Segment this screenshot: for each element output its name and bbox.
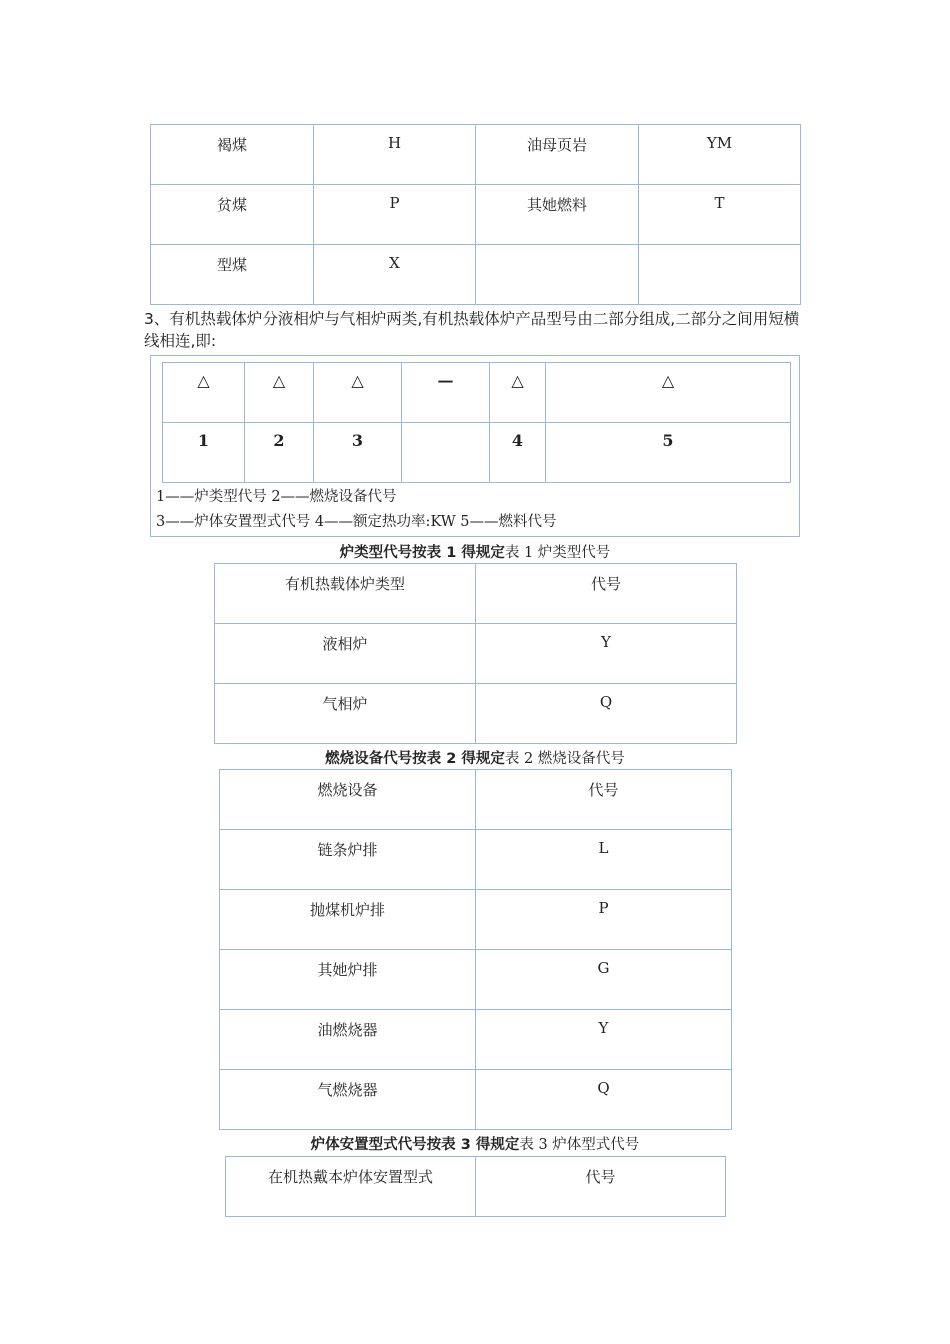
table-cell: 气相炉 bbox=[215, 684, 476, 744]
position-number: 5 bbox=[546, 423, 791, 483]
table-cell: YM bbox=[639, 125, 801, 185]
table-cell bbox=[639, 245, 801, 305]
caption-normal: 表 3 炉体型式代号 bbox=[519, 1137, 640, 1153]
placeholder-symbol: △ bbox=[490, 363, 546, 423]
table-row bbox=[215, 684, 737, 744]
legend-line: 3——炉体安置型式代号 4——额定热功率:KW 5——燃料代号 bbox=[156, 514, 557, 530]
table-row bbox=[215, 624, 737, 684]
legend-line: 1——炉类型代号 2——燃烧设备代号 bbox=[156, 489, 397, 505]
column-header: 代号 bbox=[476, 770, 732, 830]
table-cell: Y bbox=[476, 1010, 732, 1070]
caption-normal: 表 2 燃烧设备代号 bbox=[504, 751, 625, 767]
table-row bbox=[163, 363, 791, 423]
placeholder-symbol: △ bbox=[314, 363, 402, 423]
position-number: 1 bbox=[163, 423, 245, 483]
table-cell: L bbox=[476, 830, 732, 890]
dash-symbol: — bbox=[402, 363, 490, 423]
table-cell: 褐煤 bbox=[151, 125, 314, 185]
table-cell: 链条炉排 bbox=[220, 830, 476, 890]
table3-caption bbox=[0, 1133, 950, 1154]
table-row bbox=[220, 1070, 732, 1130]
table-cell: 其她炉排 bbox=[220, 950, 476, 1010]
table-cell: 油燃烧器 bbox=[220, 1010, 476, 1070]
caption-normal: 表 1 炉类型代号 bbox=[504, 545, 611, 561]
table-cell: Q bbox=[476, 684, 737, 744]
table-header-row bbox=[220, 770, 732, 830]
table1-caption bbox=[0, 541, 950, 562]
table-row bbox=[163, 423, 791, 483]
table-row bbox=[220, 890, 732, 950]
model-code-table bbox=[162, 362, 791, 483]
position-number: 3 bbox=[314, 423, 402, 483]
position-number: 4 bbox=[490, 423, 546, 483]
table-header-row bbox=[215, 564, 737, 624]
table-header-row bbox=[226, 1157, 726, 1217]
position-number bbox=[402, 423, 490, 483]
placeholder-symbol: △ bbox=[163, 363, 245, 423]
column-header: 有机热载体炉类型 bbox=[215, 564, 476, 624]
table-row bbox=[220, 950, 732, 1010]
table-cell: X bbox=[314, 245, 476, 305]
column-header: 燃烧设备 bbox=[220, 770, 476, 830]
model-description-paragraph: 3、有机热载体炉分液相炉与气相炉两类,有机热载体炉产品型号由二部分组成,二部分之间用短横线相连,即: bbox=[144, 310, 800, 350]
table-cell: G bbox=[476, 950, 732, 1010]
table-cell: Q bbox=[476, 1070, 732, 1130]
fuel-code-table bbox=[150, 124, 801, 305]
caption-bold: 燃烧设备代号按表 2 得规定 bbox=[325, 751, 505, 767]
table-cell: P bbox=[476, 890, 732, 950]
position-number: 2 bbox=[245, 423, 314, 483]
column-header: 在机热戴本炉体安置型式 bbox=[226, 1157, 476, 1217]
table-cell: 贫煤 bbox=[151, 185, 314, 245]
table-cell: H bbox=[314, 125, 476, 185]
table-cell: 油母页岩 bbox=[476, 125, 639, 185]
table-row bbox=[220, 1010, 732, 1070]
table-cell: 抛煤机炉排 bbox=[220, 890, 476, 950]
table3 bbox=[225, 1156, 726, 1217]
table-cell bbox=[476, 245, 639, 305]
column-header: 代号 bbox=[476, 564, 737, 624]
placeholder-symbol: △ bbox=[245, 363, 314, 423]
model-code-box bbox=[150, 355, 800, 537]
table2-caption bbox=[0, 747, 950, 768]
table-cell: Y bbox=[476, 624, 737, 684]
column-header: 代号 bbox=[476, 1157, 726, 1217]
table-row bbox=[151, 185, 801, 245]
placeholder-symbol: △ bbox=[546, 363, 791, 423]
table-row bbox=[151, 245, 801, 305]
table-cell: 气燃烧器 bbox=[220, 1070, 476, 1130]
table-cell: 型煤 bbox=[151, 245, 314, 305]
table2 bbox=[219, 769, 732, 1130]
table-cell: 其她燃料 bbox=[476, 185, 639, 245]
table1 bbox=[214, 563, 737, 744]
table-cell: P bbox=[314, 185, 476, 245]
caption-bold: 炉类型代号按表 1 得规定 bbox=[339, 545, 505, 561]
caption-bold: 炉体安置型式代号按表 3 得规定 bbox=[310, 1137, 520, 1153]
table-row bbox=[220, 830, 732, 890]
table-cell: T bbox=[639, 185, 801, 245]
table-row bbox=[151, 125, 801, 185]
table-cell: 液相炉 bbox=[215, 624, 476, 684]
